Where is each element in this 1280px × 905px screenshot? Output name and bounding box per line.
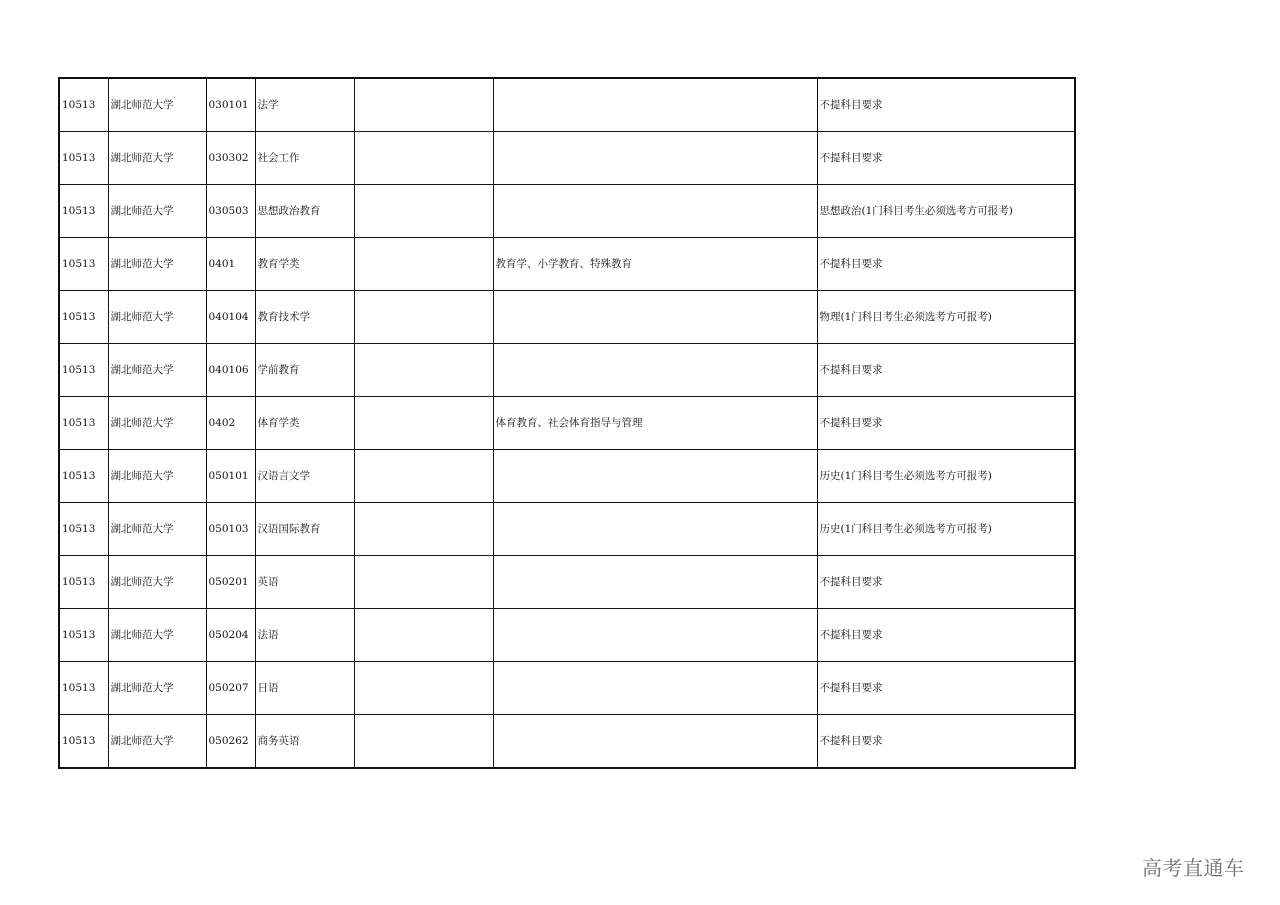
school-code-cell: 10513 bbox=[59, 185, 108, 238]
school-name-cell: 湖北师范大学 bbox=[108, 715, 206, 769]
blank-cell bbox=[354, 715, 493, 769]
school-code-cell: 10513 bbox=[59, 397, 108, 450]
subject-requirement-cell: 不提科目要求 bbox=[817, 609, 1075, 662]
included-majors-cell bbox=[493, 344, 817, 397]
major-name-cell: 体育学类 bbox=[255, 397, 354, 450]
subject-requirement-cell: 历史(1门科目考生必须选考方可报考) bbox=[817, 450, 1075, 503]
included-majors-cell bbox=[493, 132, 817, 185]
table-row bbox=[59, 397, 1075, 450]
major-requirements-table bbox=[58, 77, 1076, 769]
table-row bbox=[59, 450, 1075, 503]
major-name-cell: 思想政治教育 bbox=[255, 185, 354, 238]
major-code-cell: 040104 bbox=[206, 291, 255, 344]
subject-requirement-cell: 不提科目要求 bbox=[817, 238, 1075, 291]
table-row bbox=[59, 503, 1075, 556]
school-name-cell: 湖北师范大学 bbox=[108, 78, 206, 132]
blank-cell bbox=[354, 185, 493, 238]
school-code-cell: 10513 bbox=[59, 715, 108, 769]
blank-cell bbox=[354, 503, 493, 556]
included-majors-cell bbox=[493, 609, 817, 662]
school-code-cell: 10513 bbox=[59, 291, 108, 344]
major-code-cell: 050103 bbox=[206, 503, 255, 556]
school-code-cell: 10513 bbox=[59, 238, 108, 291]
blank-cell bbox=[354, 450, 493, 503]
school-name-cell: 湖北师范大学 bbox=[108, 609, 206, 662]
school-name-cell: 湖北师范大学 bbox=[108, 291, 206, 344]
school-code-cell: 10513 bbox=[59, 556, 108, 609]
major-code-cell: 0402 bbox=[206, 397, 255, 450]
major-name-cell: 教育技术学 bbox=[255, 291, 354, 344]
school-code-cell: 10513 bbox=[59, 609, 108, 662]
table-row bbox=[59, 609, 1075, 662]
school-code-cell: 10513 bbox=[59, 344, 108, 397]
included-majors-cell bbox=[493, 291, 817, 344]
included-majors-cell bbox=[493, 503, 817, 556]
blank-cell bbox=[354, 238, 493, 291]
major-name-cell: 汉语言文学 bbox=[255, 450, 354, 503]
major-code-cell: 030302 bbox=[206, 132, 255, 185]
subject-requirement-cell: 思想政治(1门科目考生必须选考方可报考) bbox=[817, 185, 1075, 238]
major-code-cell: 050262 bbox=[206, 715, 255, 769]
school-code-cell: 10513 bbox=[59, 132, 108, 185]
major-name-cell: 教育学类 bbox=[255, 238, 354, 291]
included-majors-cell bbox=[493, 556, 817, 609]
major-name-cell: 学前教育 bbox=[255, 344, 354, 397]
table-row bbox=[59, 78, 1075, 132]
major-code-cell: 030101 bbox=[206, 78, 255, 132]
major-name-cell: 法语 bbox=[255, 609, 354, 662]
school-name-cell: 湖北师范大学 bbox=[108, 185, 206, 238]
blank-cell bbox=[354, 78, 493, 132]
subject-requirement-cell: 物理(1门科目考生必须选考方可报考) bbox=[817, 291, 1075, 344]
school-name-cell: 湖北师范大学 bbox=[108, 450, 206, 503]
school-name-cell: 湖北师范大学 bbox=[108, 556, 206, 609]
school-name-cell: 湖北师范大学 bbox=[108, 662, 206, 715]
major-name-cell: 商务英语 bbox=[255, 715, 354, 769]
blank-cell bbox=[354, 662, 493, 715]
blank-cell bbox=[354, 291, 493, 344]
table-body bbox=[59, 78, 1075, 768]
school-name-cell: 湖北师范大学 bbox=[108, 503, 206, 556]
table-row bbox=[59, 291, 1075, 344]
major-name-cell: 日语 bbox=[255, 662, 354, 715]
major-name-cell: 汉语国际教育 bbox=[255, 503, 354, 556]
major-name-cell: 英语 bbox=[255, 556, 354, 609]
subject-requirement-cell: 不提科目要求 bbox=[817, 344, 1075, 397]
school-code-cell: 10513 bbox=[59, 503, 108, 556]
table-row bbox=[59, 185, 1075, 238]
table-row bbox=[59, 344, 1075, 397]
school-name-cell: 湖北师范大学 bbox=[108, 238, 206, 291]
table-row bbox=[59, 715, 1075, 769]
blank-cell bbox=[354, 344, 493, 397]
blank-cell bbox=[354, 609, 493, 662]
table-row bbox=[59, 556, 1075, 609]
table-row bbox=[59, 132, 1075, 185]
subject-requirement-cell: 历史(1门科目考生必须选考方可报考) bbox=[817, 503, 1075, 556]
subject-requirement-cell: 不提科目要求 bbox=[817, 662, 1075, 715]
school-name-cell: 湖北师范大学 bbox=[108, 132, 206, 185]
watermark-text: 高考直通车 bbox=[1142, 856, 1245, 880]
included-majors-cell bbox=[493, 185, 817, 238]
included-majors-cell: 教育学、小学教育、特殊教育 bbox=[493, 238, 817, 291]
subject-requirement-cell: 不提科目要求 bbox=[817, 397, 1075, 450]
school-code-cell: 10513 bbox=[59, 78, 108, 132]
table-row bbox=[59, 662, 1075, 715]
blank-cell bbox=[354, 397, 493, 450]
included-majors-cell bbox=[493, 662, 817, 715]
major-name-cell: 社会工作 bbox=[255, 132, 354, 185]
subject-requirement-cell: 不提科目要求 bbox=[817, 715, 1075, 769]
included-majors-cell bbox=[493, 715, 817, 769]
school-name-cell: 湖北师范大学 bbox=[108, 344, 206, 397]
major-code-cell: 050201 bbox=[206, 556, 255, 609]
major-code-cell: 050101 bbox=[206, 450, 255, 503]
included-majors-cell bbox=[493, 450, 817, 503]
major-name-cell: 法学 bbox=[255, 78, 354, 132]
included-majors-cell bbox=[493, 78, 817, 132]
blank-cell bbox=[354, 132, 493, 185]
blank-cell bbox=[354, 556, 493, 609]
major-code-cell: 040106 bbox=[206, 344, 255, 397]
school-code-cell: 10513 bbox=[59, 662, 108, 715]
included-majors-cell: 体育教育、社会体育指导与管理 bbox=[493, 397, 817, 450]
subject-requirement-cell: 不提科目要求 bbox=[817, 556, 1075, 609]
major-code-cell: 050204 bbox=[206, 609, 255, 662]
school-code-cell: 10513 bbox=[59, 450, 108, 503]
table-row bbox=[59, 238, 1075, 291]
major-code-cell: 0401 bbox=[206, 238, 255, 291]
subject-requirement-cell: 不提科目要求 bbox=[817, 132, 1075, 185]
subject-requirement-cell: 不提科目要求 bbox=[817, 78, 1075, 132]
major-code-cell: 050207 bbox=[206, 662, 255, 715]
major-code-cell: 030503 bbox=[206, 185, 255, 238]
school-name-cell: 湖北师范大学 bbox=[108, 397, 206, 450]
